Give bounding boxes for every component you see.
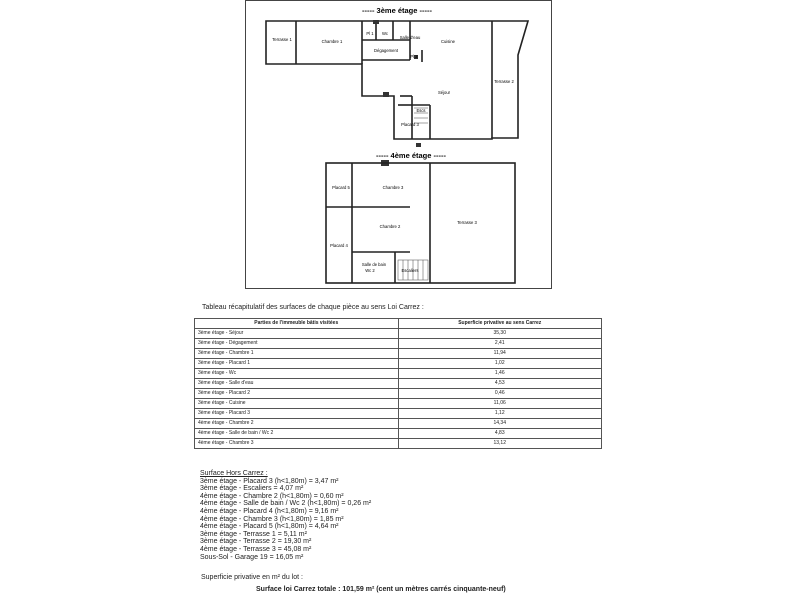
table-cell-part: 3ème étage - Placard 2 bbox=[195, 389, 399, 399]
table-cell-part: 3ème étage - Cuisine bbox=[195, 399, 399, 409]
surface-table bbox=[194, 318, 602, 449]
room-escaliers: Escaliers bbox=[401, 268, 419, 273]
hors-carrez-line: 4ème étage - Placard 5 (h<1,80m) = 4,64 m² bbox=[200, 523, 339, 531]
table-row bbox=[195, 359, 602, 369]
hors-carrez-line: 4ème étage - Chambre 3 (h<1,80m) = 1,85 m² bbox=[200, 515, 344, 523]
table-row bbox=[195, 329, 602, 339]
room-cuisine: Cuisine bbox=[441, 39, 455, 44]
room-terrasse2: Terrasse 2 bbox=[494, 79, 514, 84]
room-wc: Wc bbox=[381, 31, 389, 36]
table-row bbox=[195, 369, 602, 379]
table-row bbox=[195, 429, 602, 439]
table-row bbox=[195, 439, 602, 449]
room-placard5: Placard 5 bbox=[332, 185, 350, 190]
table-cell-surface: 1,46 bbox=[398, 369, 602, 379]
hors-carrez-line: 4ème étage - Salle de bain / Wc 2 (h<1,80m) = 0,26 m² bbox=[200, 500, 372, 508]
table-cell-part: 3ème étage - Salle d'eau bbox=[195, 379, 399, 389]
hors-carrez-line: 4ème étage - Terrasse 3 = 45,08 m² bbox=[200, 545, 312, 553]
table-row bbox=[195, 409, 602, 419]
hors-carrez-line: 3ème étage - Terrasse 2 = 19,30 m² bbox=[200, 538, 312, 546]
room-placard3: Placard 3 bbox=[401, 122, 419, 127]
table-cell-part: 3ème étage - Placard 3 bbox=[195, 409, 399, 419]
table-cell-surface: 11,94 bbox=[398, 349, 602, 359]
hors-carrez-line: 3ème étage - Escaliers = 4,07 m² bbox=[200, 485, 304, 493]
room-wc2: Wc 2 bbox=[365, 268, 375, 273]
hors-carrez-line: 3ème étage - Terrasse 1 = 5,11 m² bbox=[200, 530, 307, 538]
room-salle-eau: Salle d'eau bbox=[399, 35, 421, 40]
table-cell-part: 3ème étage - Dégagement bbox=[195, 339, 399, 349]
room-placard4: Placard 4 bbox=[330, 243, 348, 248]
room-terrasse3: Terrasse 3 bbox=[457, 220, 477, 225]
table-cell-surface: 4,53 bbox=[398, 379, 602, 389]
plan-level3-title: ----- 3ème étage ----- bbox=[361, 6, 433, 15]
table-row bbox=[195, 349, 602, 359]
room-chambre3: Chambre 3 bbox=[382, 185, 404, 190]
table-cell-part: 3ème étage - Séjour bbox=[195, 329, 399, 339]
hors-carrez-title: Surface Hors Carrez : bbox=[200, 470, 268, 477]
table-row bbox=[195, 339, 602, 349]
plan-level3 bbox=[266, 21, 528, 139]
hors-carrez-line: 3ème étage - Placard 3 (h<1,80m) = 3,47 m² bbox=[200, 477, 339, 485]
table-header-row bbox=[195, 319, 602, 329]
hors-carrez-line: 4ème étage - Chambre 2 (h<1,80m) = 0,60 m² bbox=[200, 492, 344, 500]
table-cell-part: 4ème étage - Chambre 3 bbox=[195, 439, 399, 449]
plan-level4 bbox=[326, 163, 515, 283]
table-cell-surface: 0,46 bbox=[398, 389, 602, 399]
privative-label: Superficie privative en m² du lot : bbox=[201, 574, 303, 581]
room-terrasse1: Terrasse 1 bbox=[272, 37, 292, 42]
room-pl2: Pl 2 bbox=[410, 54, 418, 59]
table-cell-surface: 1,12 bbox=[398, 409, 602, 419]
table-cell-surface: 14,34 bbox=[398, 419, 602, 429]
hors-carrez-line: 4ème étage - Placard 4 (h<1,80m) = 9,16 m² bbox=[200, 507, 339, 515]
room-chambre1: Chambre 1 bbox=[321, 39, 343, 44]
table-row bbox=[195, 389, 602, 399]
table-header-cell: Superficie privative au sens Carrez bbox=[398, 319, 602, 329]
table-row bbox=[195, 379, 602, 389]
table-row bbox=[195, 399, 602, 409]
hors-carrez-line: Sous-Sol - Garage 19 = 16,05 m² bbox=[200, 553, 304, 561]
table-cell-part: 4ème étage - Chambre 2 bbox=[195, 419, 399, 429]
plan-level4-title: ----- 4ème étage ----- bbox=[375, 151, 447, 160]
table-cell-part: 3ème étage - Chambre 1 bbox=[195, 349, 399, 359]
table-header-cell: Parties de l'immeuble bâtis visitées bbox=[195, 319, 399, 329]
room-sejour: Séjour bbox=[437, 90, 451, 95]
table-cell-surface: 35,30 bbox=[398, 329, 602, 339]
room-salle-bain: Salle de bain bbox=[361, 262, 387, 267]
table-cell-surface: 13,12 bbox=[398, 439, 602, 449]
table-cell-surface: 1,02 bbox=[398, 359, 602, 369]
hors-carrez-section bbox=[200, 470, 371, 561]
room-degagement: Dégagement bbox=[374, 48, 398, 53]
room-chambre2: Chambre 2 bbox=[379, 224, 401, 229]
table-cell-surface: 2,41 bbox=[398, 339, 602, 349]
carrez-total: Surface loi Carrez totale : 101,59 m² (cent un mètres carrés cinquante-neuf) bbox=[256, 586, 506, 593]
table-caption: Tableau récapitulatif des surfaces de chaque pièce au sens Loi Carrez : bbox=[202, 304, 424, 311]
table-cell-part: 3ème étage - Wc bbox=[195, 369, 399, 379]
table-cell-part: 4ème étage - Salle de bain / Wc 2 bbox=[195, 429, 399, 439]
table-row bbox=[195, 419, 602, 429]
room-pl1: Pl 1 bbox=[366, 31, 374, 36]
table-cell-surface: 11,06 bbox=[398, 399, 602, 409]
table-cell-surface: 4,83 bbox=[398, 429, 602, 439]
room-escs: Escs bbox=[416, 108, 426, 113]
table-cell-part: 3ème étage - Placard 1 bbox=[195, 359, 399, 369]
